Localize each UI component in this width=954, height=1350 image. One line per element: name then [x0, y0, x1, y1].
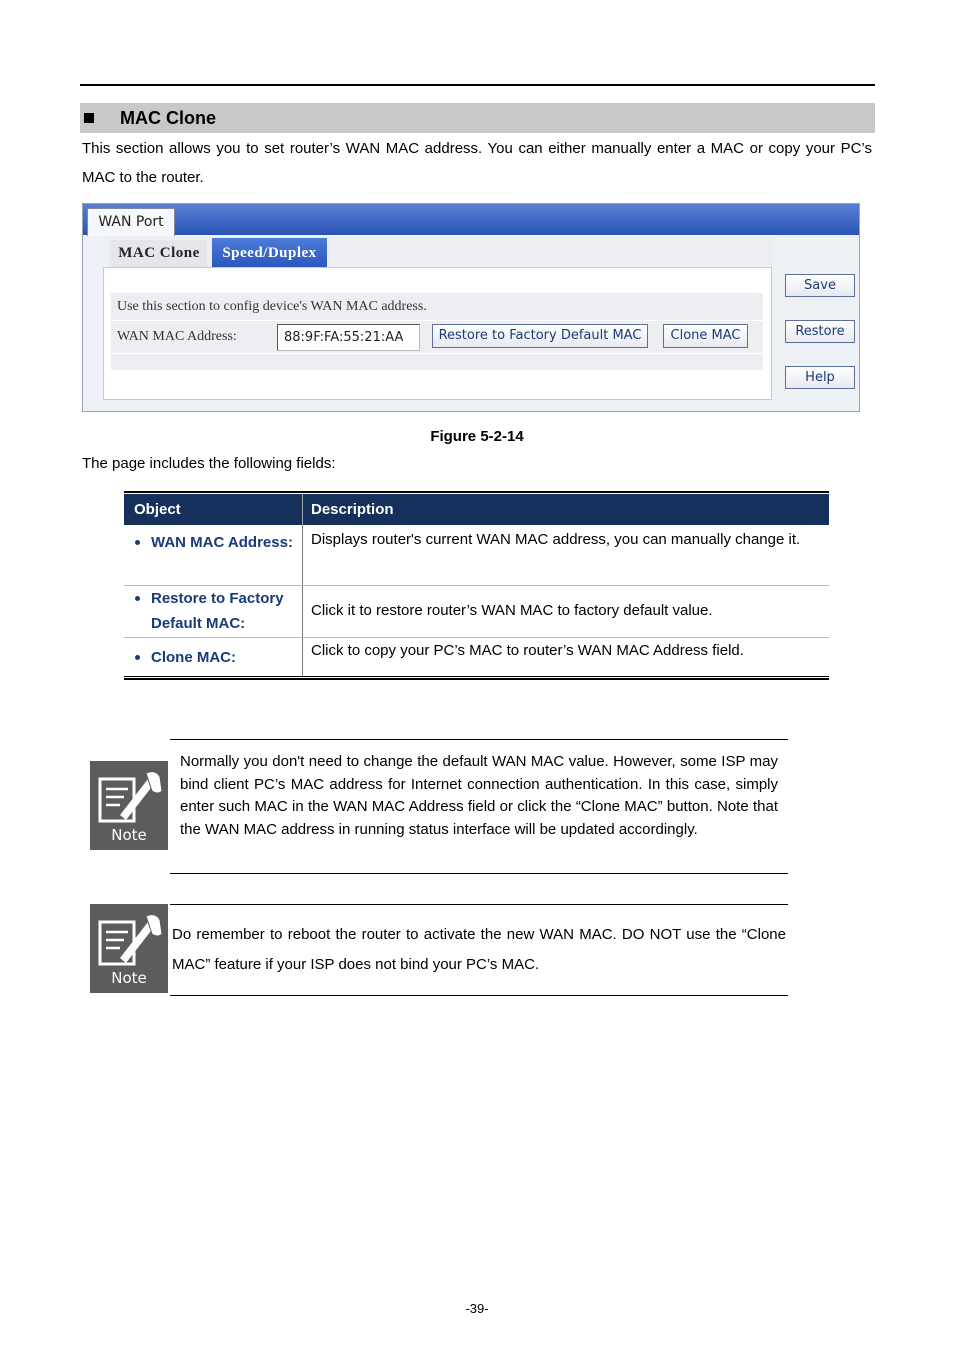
save-button[interactable]: Save	[785, 274, 855, 297]
column-divider	[302, 586, 303, 637]
memo-pencil-icon	[90, 761, 168, 825]
restore-default-mac-button[interactable]: Restore to Factory Default MAC	[432, 324, 648, 348]
bullet-icon	[135, 540, 140, 545]
header-divider	[302, 494, 303, 525]
tab-mac-clone[interactable]: MAC Clone	[111, 240, 207, 267]
table-bottom-rule-thick	[124, 678, 829, 680]
row-object: WAN MAC Address:	[151, 534, 293, 551]
row-description: Displays router's current WAN MAC address, you can manually change it.	[311, 531, 801, 548]
tab-wan-port[interactable]: WAN Port	[87, 208, 175, 236]
row-object: Restore to Factory Default MAC:	[151, 590, 284, 632]
mac-label: WAN MAC Address:	[117, 329, 237, 344]
router-screenshot	[82, 203, 860, 412]
note-text: Do remember to reboot the router to activate the new WAN MAC. DO NOT use the “Clone MAC” feature if your ISP does not bind your PC’s MAC.	[172, 926, 786, 973]
header-bar	[83, 204, 859, 235]
bullet-icon	[135, 655, 140, 660]
page-number: -39-	[465, 1301, 489, 1316]
header-description: Description	[311, 501, 394, 518]
row-description: Click to copy your PC’s MAC to router’s WAN MAC Address field.	[311, 642, 744, 659]
memo-pencil-icon	[90, 904, 168, 968]
figure-caption: Figure 5-2-14	[430, 428, 524, 445]
section-intro: This section allows you to set router’s WAN MAC address. You can either manually enter a MAC or copy your PC’s MAC to the router.	[82, 140, 872, 186]
column-divider	[302, 638, 303, 676]
empty-row	[111, 354, 763, 370]
restore-button[interactable]: Restore	[785, 320, 855, 343]
row-description: Click it to restore router’s WAN MAC to factory default value.	[311, 602, 713, 619]
table-bottom-rule	[124, 676, 829, 677]
table-row	[124, 586, 829, 638]
note-text: Normally you don't need to change the default WAN MAC value. However, some ISP may bind client PC’s MAC address for Internet connection authentication. In this case, simply enter such MAC in the WAN MAC Address field or click the “Clone MAC” button. Note that the WAN MAC address in running status interface will be updated accordingly.	[180, 753, 778, 838]
note-icon-label: Note	[111, 826, 147, 844]
info-row: Use this section to config device's WAN MAC address.	[111, 293, 763, 320]
mac-address-input[interactable]: 88:9F:FA:55:21:AA	[277, 324, 420, 351]
column-divider	[302, 525, 303, 585]
help-button[interactable]: Help	[785, 366, 855, 389]
section-heading	[80, 103, 875, 133]
table-row	[124, 638, 829, 676]
section-title: MAC Clone	[120, 108, 216, 128]
tab-speed-duplex[interactable]: Speed/Duplex	[212, 238, 327, 268]
header-rule	[80, 84, 875, 86]
bullet-icon	[135, 596, 140, 601]
mac-row	[111, 321, 763, 353]
subtab-bar	[109, 237, 772, 267]
fields-intro: The page includes the following fields:	[82, 455, 336, 472]
note-icon	[90, 761, 168, 850]
clone-mac-button[interactable]: Clone MAC	[663, 324, 748, 348]
note-icon	[90, 904, 168, 993]
table-row	[124, 525, 829, 586]
note-bottom-rule	[170, 873, 788, 874]
row-object: Clone MAC:	[151, 649, 236, 666]
square-bullet-icon	[84, 113, 94, 123]
table-top-rule	[124, 491, 829, 493]
header-object: Object	[134, 501, 181, 518]
note-top-rule	[170, 904, 788, 905]
note-top-rule	[170, 739, 788, 740]
note-icon-label: Note	[111, 969, 147, 987]
table-header	[124, 494, 829, 525]
note-bottom-rule	[170, 995, 788, 996]
